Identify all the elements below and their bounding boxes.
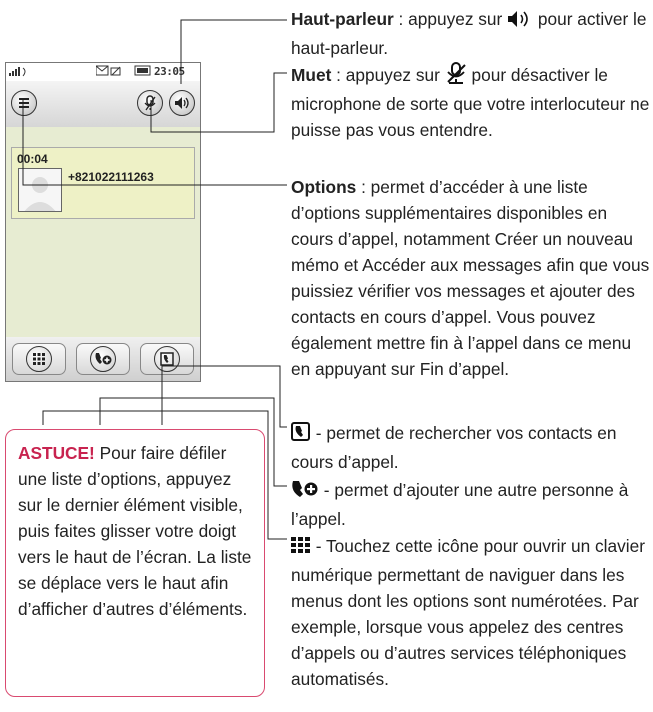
tip-text: Pour faire défiler une liste d’options, appuyez sur le dernier élément visible, puis faites glisser votre doigt vers le haut de l’écran. La liste se déplace vers le haut afin d’afficher d’autres d’éléments. bbox=[18, 443, 252, 619]
mute-callout bbox=[291, 62, 651, 143]
dialpad-callout bbox=[291, 533, 651, 692]
mute-icon bbox=[445, 62, 467, 91]
options-callout bbox=[291, 174, 651, 382]
dialpad-icon bbox=[291, 536, 311, 562]
contacts-callout bbox=[291, 420, 651, 475]
speaker-text-before: : appuyez sur bbox=[393, 9, 508, 29]
mute-text-before: : appuyez sur bbox=[331, 65, 445, 85]
mute-text-after: pour désactiver le microphone de sorte que votre interlocuteur ne puisse pas vous entendre. bbox=[291, 65, 650, 140]
contacts-icon bbox=[291, 422, 311, 449]
add-call-icon bbox=[291, 479, 319, 506]
add-call-text: - permet d’ajouter une autre personne à l’appel. bbox=[291, 480, 629, 529]
dialpad-text: - Touchez cette icône pour ouvrir un clavier numérique permettant de naviguer dans les menus dont les options sont numérotées. Par exemple, lorsque vous appelez des centres d’appels ou d’autres services téléphoniques automatisés. bbox=[291, 536, 645, 689]
status-time: 23:05 bbox=[154, 65, 185, 78]
speaker-text-after: pour activer le haut-parleur. bbox=[291, 9, 647, 58]
speaker-term: Haut-parleur bbox=[291, 9, 394, 29]
options-text: : permet d’accéder à une liste d’options supplémentaires disponibles en cours d’appel, notamment Créer un nouveau mémo et Accéder aux messages afin que vous puissiez vérifier vos messages et ajouter des contacts en cours d’appel. Vous pouvez également mettre fin à l’appel dans ce menu en appuyant sur Fin d’appel. bbox=[291, 177, 650, 379]
add-call-callout bbox=[291, 477, 651, 532]
tip-label: ASTUCE! bbox=[18, 443, 95, 463]
contacts-text: - permet de rechercher vos contacts en cours d’appel. bbox=[291, 423, 617, 472]
options-term: Options bbox=[291, 177, 357, 197]
call-timer: 00:04 bbox=[17, 152, 48, 166]
tip-box bbox=[5, 429, 265, 697]
mute-term: Muet bbox=[291, 65, 332, 85]
speaker-icon bbox=[507, 9, 533, 35]
caller-number: +821022111263 bbox=[68, 170, 154, 184]
speaker-callout bbox=[291, 6, 651, 61]
